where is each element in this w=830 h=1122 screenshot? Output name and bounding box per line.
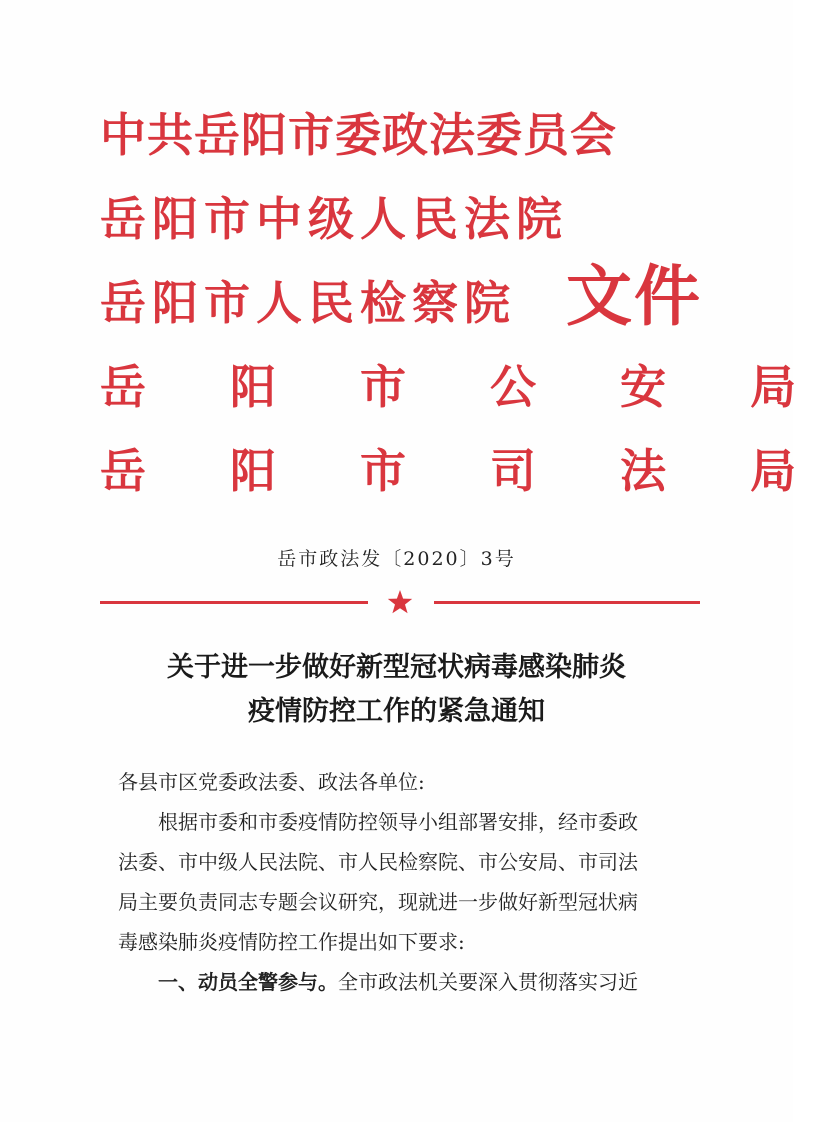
salutation: 各县市区党委政法委、政法各单位: [118, 770, 425, 794]
document-type-label: 文件 [566, 258, 702, 335]
paragraph-line: 局主要负责同志专题会议研究，现就进一步做好新型冠状病 [118, 890, 638, 914]
section-1-heading: 一、动员全警参与。 [158, 970, 338, 994]
section-1-text: 全市政法机关要深入贯彻落实习近 [338, 970, 638, 994]
document-body [118, 762, 678, 1002]
paragraph-line: 根据市委和市委疫情防控领导小组部署安排，经市委政 [158, 810, 638, 834]
red-divider [100, 589, 700, 615]
title-line-2: 疫情防控工作的紧急通知 [248, 696, 545, 727]
paragraph-line: 法委、市中级人民法院、市人民检察院、市公安局、市司法 [118, 850, 638, 874]
divider-line-left [100, 601, 368, 604]
issuer-political-legal-committee: 中共岳阳市委政法委员会 [100, 108, 617, 162]
paragraph-line: 毒感染肺炎疫情防控工作提出如下要求: [118, 930, 465, 954]
star-icon [387, 589, 413, 615]
section-1 [118, 962, 678, 1002]
divider-line-right [434, 601, 700, 604]
issuer-intermediate-court: 岳阳市中级人民法院 [100, 192, 568, 246]
issuer-public-security-bureau: 岳 阳 市 公 安 局 [100, 360, 830, 414]
document-number: 岳市政法发〔2020〕3号 [277, 548, 516, 570]
title-line-1: 关于进一步做好新型冠状病毒感染肺炎 [167, 652, 626, 683]
document-title [0, 646, 793, 734]
issuer-procuratorate: 岳阳市人民检察院 [100, 276, 516, 330]
issuer-justice-bureau: 岳 阳 市 司 法 局 [100, 444, 830, 498]
